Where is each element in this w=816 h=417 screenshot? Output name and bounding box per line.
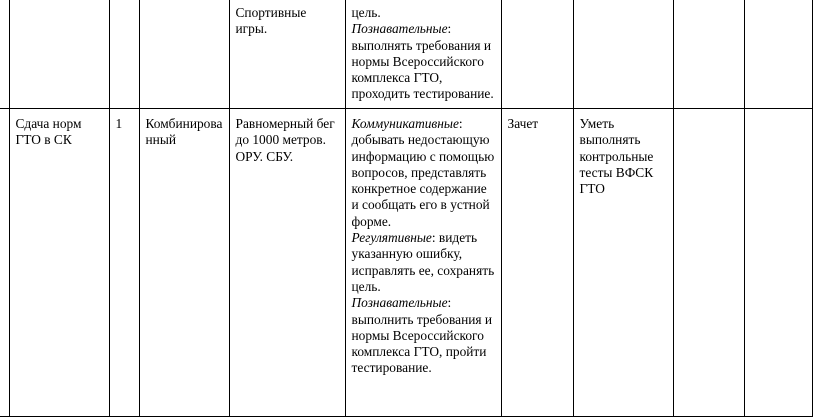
control-text: Зачет [507,116,539,131]
hours-cell [109,109,139,417]
row-marker-cell [0,0,9,109]
uud-plain-text: : добывать недостающую информацию с помощью вопросов, представлять конкретное содержание и сообщать его в устной форме. [351,116,495,229]
uud-plain-text: цель. [351,5,381,20]
uud-category-label: Познавательные [351,21,448,37]
topic-cell [9,0,109,109]
hours-text: 1 [115,116,123,131]
uud-plain-text: : выполнить требования и нормы Всероссийского комплекса ГТО, пройти тестирование. [351,295,493,376]
hours-cell [109,0,139,109]
result-text: Уметь выполнять контрольные тесты ВФСК ГТО [579,116,654,197]
uud-category-label: Коммуникативные [351,116,459,131]
result-cell [573,109,673,417]
row-marker-cell [0,109,9,417]
content-text: Спортивные игры. [235,5,307,37]
uud-plain-text: : выполнять требования и нормы Всероссийского комплекса ГТО, проходить тестирование. [351,21,494,102]
extra-cell-1 [673,109,744,417]
extra-cell-2 [744,109,812,417]
uud-cell [345,0,501,109]
content-cell [229,0,345,109]
topic-text: Сдача норм ГТО в СК [15,116,82,148]
lesson-type-text: Комбинированный [145,116,223,148]
lesson-type-cell [139,0,229,109]
extra-cell-1 [673,0,744,109]
table-row [0,0,812,109]
uud-cell [345,109,501,417]
uud-plain-text: : видеть указанную ошибку, исправлять ее, сохранять цель. [351,230,495,294]
lesson-type-cell [139,109,229,417]
result-cell [573,0,673,109]
topic-cell [9,109,109,417]
control-cell [501,0,573,109]
table-row [0,109,812,417]
extra-cell-2 [744,0,812,109]
control-cell [501,109,573,417]
content-cell [229,109,345,417]
uud-category-label: Познавательные [351,295,448,311]
uud-category-label: Регулятивные [351,230,432,246]
content-text: Равномерный бег до 1000 метров. ОРУ. СБУ. [235,116,335,164]
